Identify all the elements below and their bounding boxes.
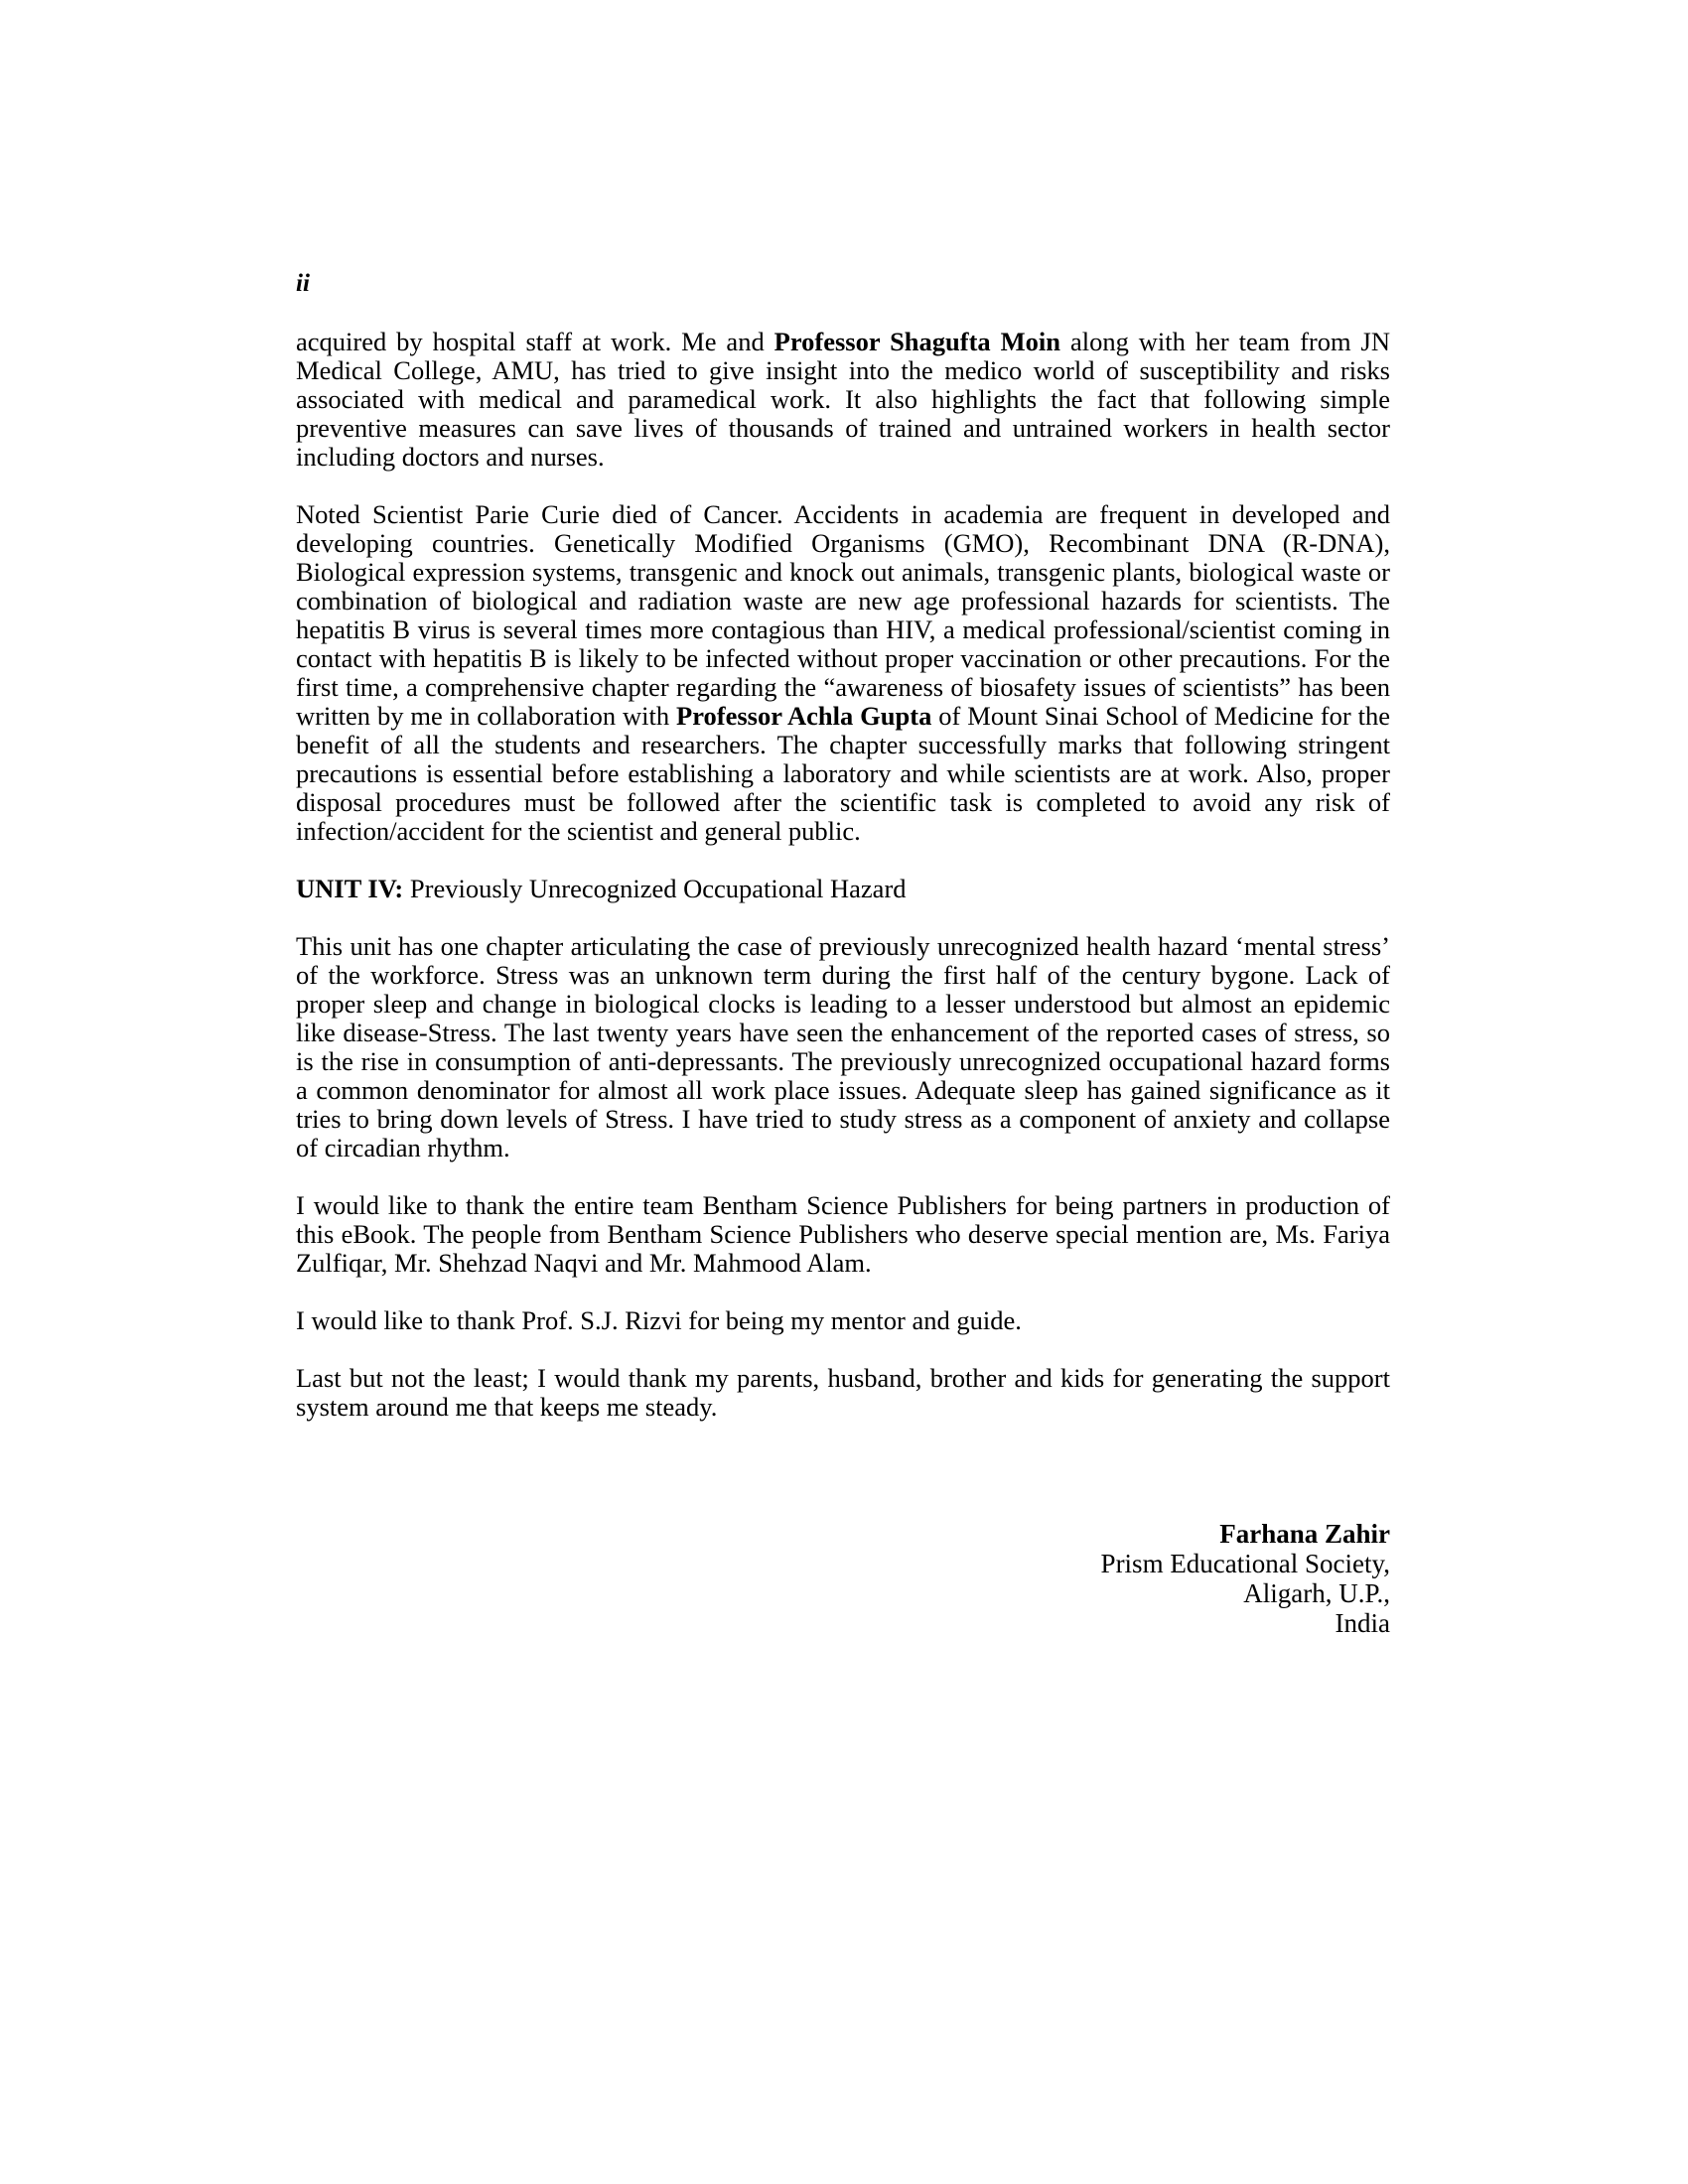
page-number: ii	[296, 270, 310, 297]
bold-name-shagufta-moin: Professor Shagufta Moin	[774, 327, 1060, 356]
paragraph-text: of Mount Sinai School of Medicine for the benefit of all the students and researchers. The chapter successfully marks that following stringent precautions is essential before establishing a laboratory and while scientists are at work. Also, proper disposal procedures must be followed after the scientific task is completed to avoid any risk of infection/accident for the scientist and general public.	[296, 701, 1391, 846]
author-country: India	[1335, 1608, 1390, 1638]
bold-name-achla-gupta: Professor Achla Gupta	[676, 701, 932, 731]
body-text	[296, 328, 1390, 1450]
unit-label: UNIT IV:	[296, 874, 404, 903]
paragraph-acknowledgement-publishers: I would like to thank the entire team Bentham Science Publishers for being partners in production of this eBook. The people from Bentham Science Publishers who deserve special mention are, Ms. Fariya Zulfiqar, Mr. Shehzad Naqvi and Mr. Mahmood Alam.	[296, 1190, 1390, 1278]
author-name: Farhana Zahir	[1219, 1519, 1390, 1549]
paragraph-biosafety	[296, 500, 1390, 846]
unit-heading	[296, 875, 1390, 903]
paragraph-hospital-staff	[296, 328, 1390, 472]
paragraph-text: along with her team from JN Medical College, AMU, has tried to give insight into the medico world of susceptibility and risks associated with medical and paramedical work. It also highlights the fact that following simple preventive measures can save lives of thousands of trained and untrained workers in health sector including doctors and nurses.	[296, 327, 1390, 472]
paragraph-text: Noted Scientist Parie Curie died of Cancer. Accidents in academia are frequent in developed and developing countries. Genetically Modified Organisms (GMO), Recombinant DNA (R-DNA), Biological expression systems, transgenic and knock out animals, transgenic plants, biological waste or combination of biological and radiation waste are new age professional hazards for scientists. The hepatitis B virus is several times more contagious than HIV, a medical professional/scientist coming in contact with hepatitis B is likely to be infected without proper vaccination or other precautions. For the first time, a comprehensive chapter regarding the “awareness of biosafety issues of scientists” has been written by me in collaboration with	[296, 499, 1390, 731]
author-city: Aligarh, U.P.,	[1243, 1578, 1390, 1608]
paragraph-mental-stress: This unit has one chapter articulating the case of previously unrecognized health hazard ‘mental stress’ of the workforce. Stress was an unknown term during the first half of the century bygone. Lack of proper sleep and change in biological clocks is leading to a lesser understood but almost an epidemic like disease-Stress. The last twenty years have seen the enhancement of the reported cases of stress, so is the rise in consumption of anti-depressants. The previously unrecognized occupational hazard forms a common denominator for almost all work place issues. Adequate sleep has gained significance as it tries to bring down levels of Stress. I have tried to study stress as a component of anxiety and collapse of circadian rhythm.	[296, 931, 1390, 1162]
paragraph-acknowledgement-mentor: I would like to thank Prof. S.J. Rizvi for being my mentor and guide.	[296, 1305, 1022, 1335]
author-organization: Prism Educational Society,	[1100, 1549, 1390, 1578]
paragraph-text: acquired by hospital staff at work. Me and	[296, 327, 774, 356]
paragraph-acknowledgement-family: Last but not the least; I would thank my parents, husband, brother and kids for generating the support system around me that keeps me steady.	[296, 1363, 1390, 1422]
unit-title: Previously Unrecognized Occupational Hazard	[403, 874, 907, 903]
signature-block	[1101, 1519, 1390, 1638]
